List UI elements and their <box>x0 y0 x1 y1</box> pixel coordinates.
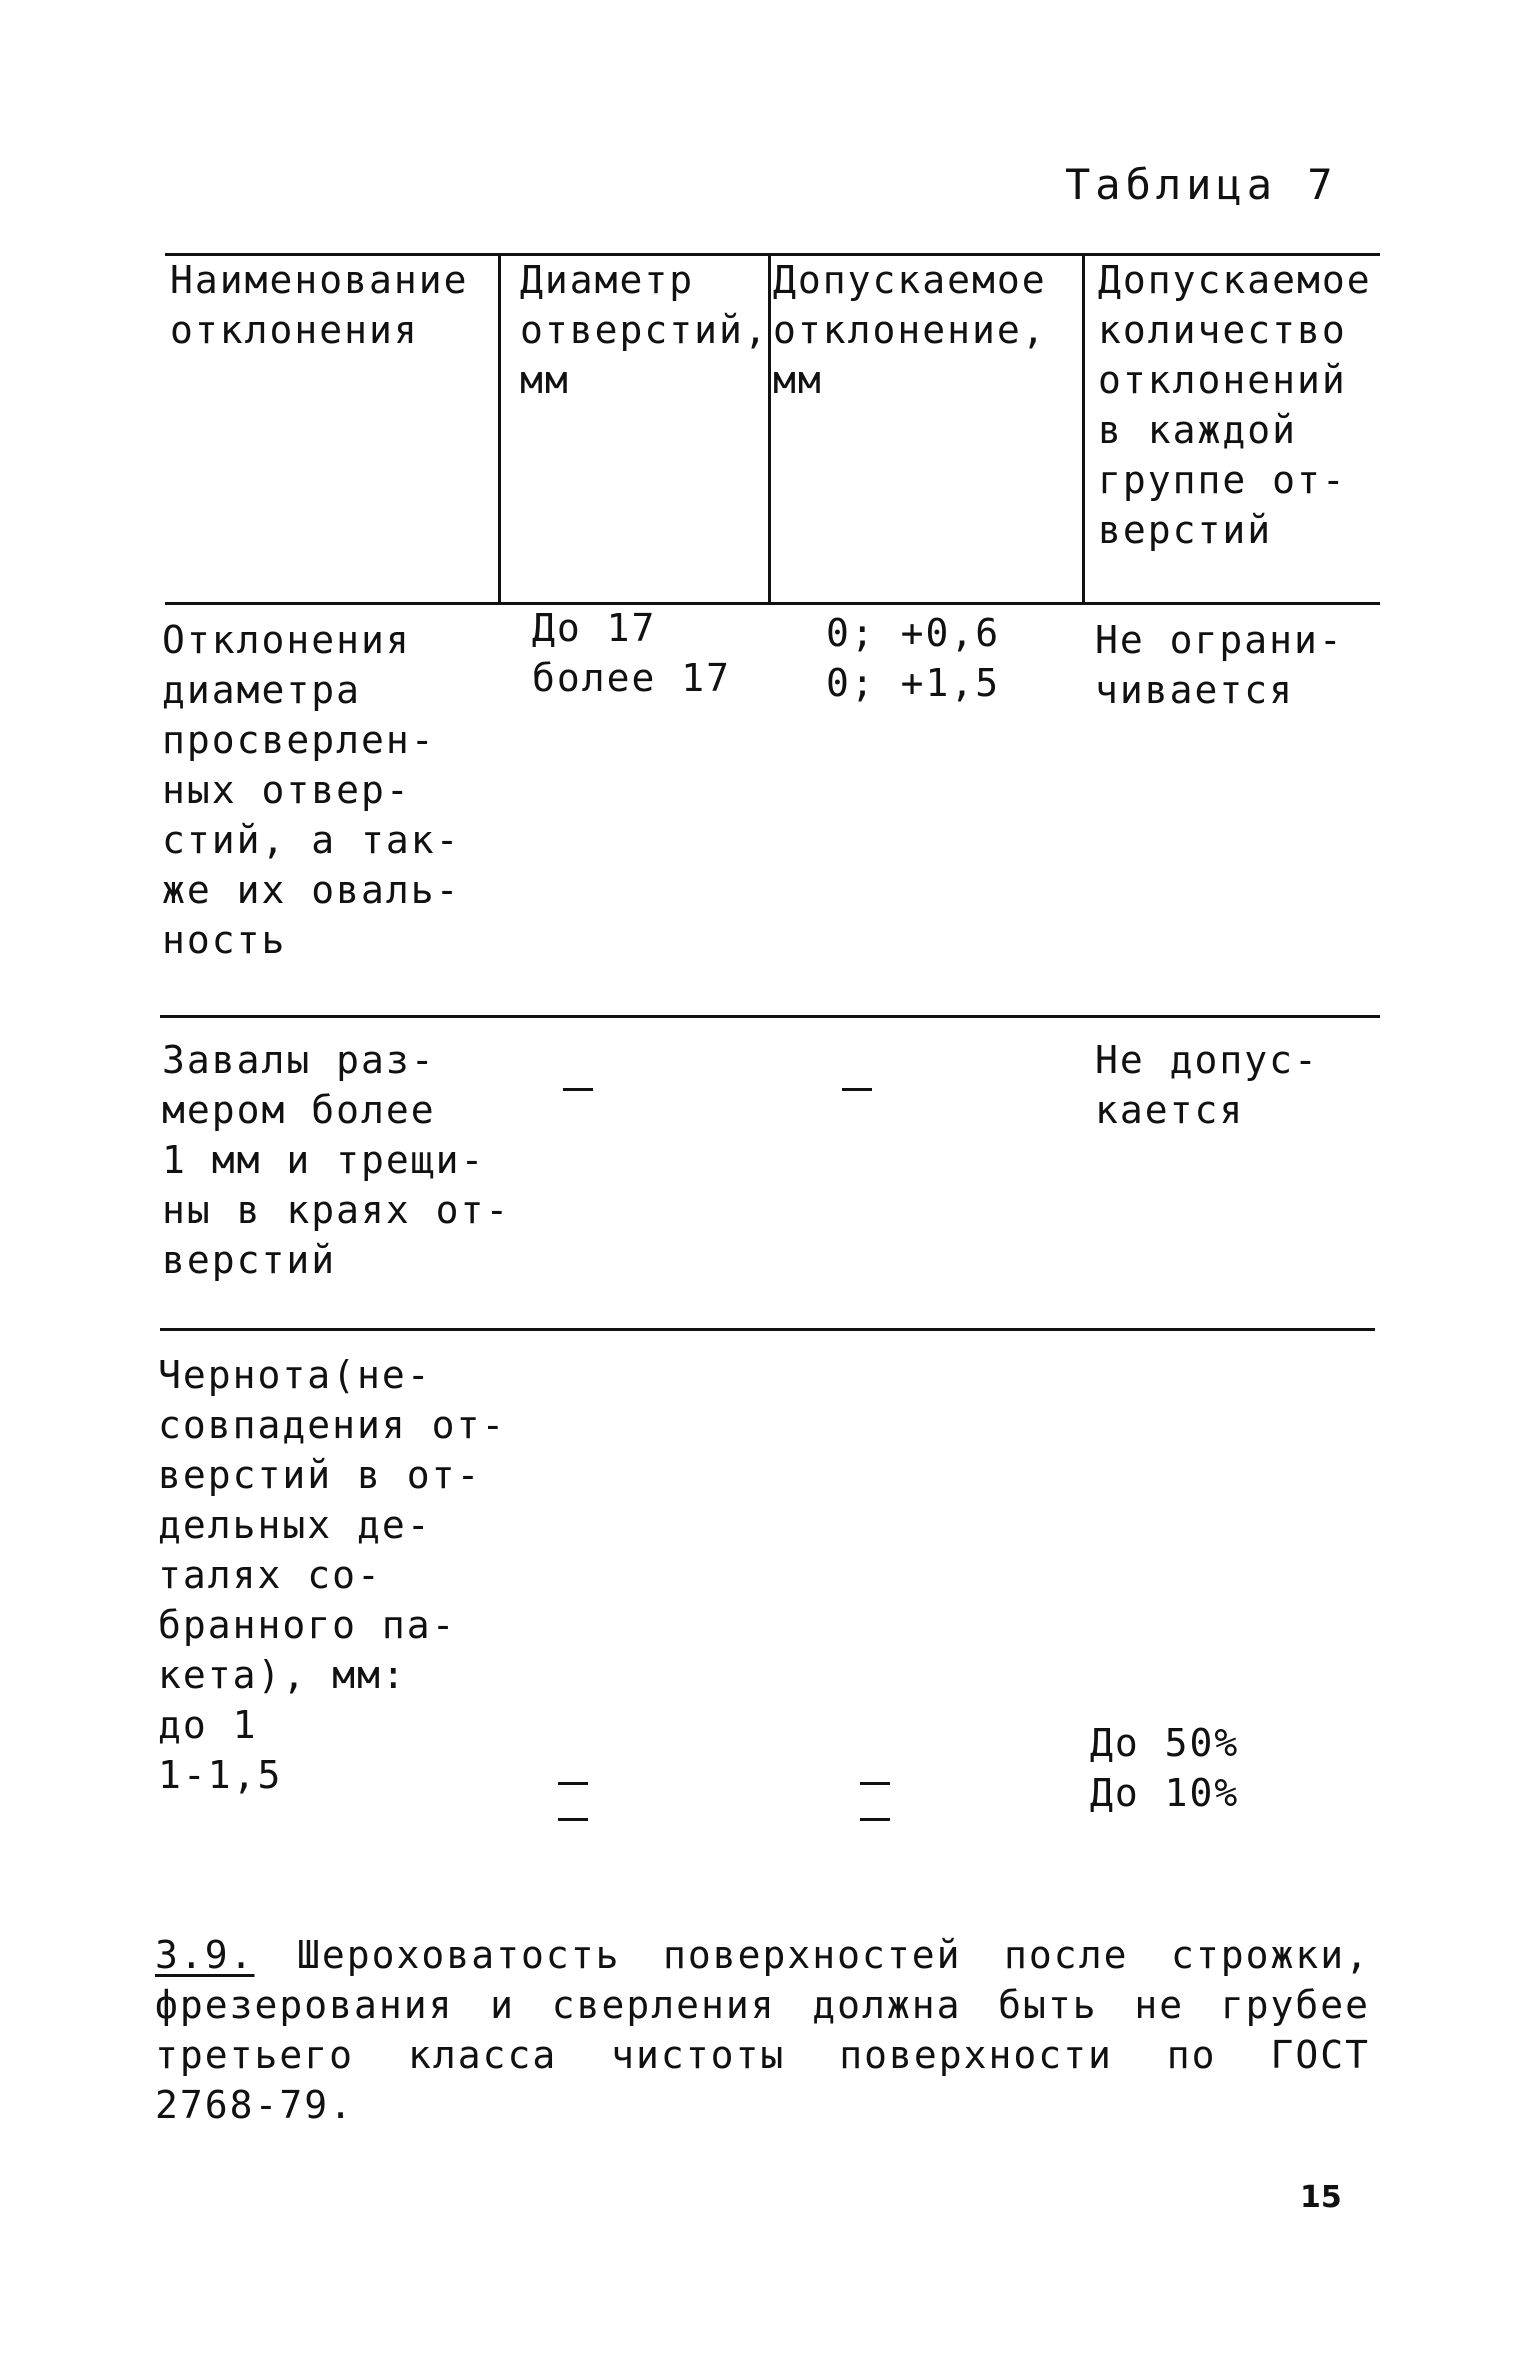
table-title: Таблица 7 <box>1065 160 1338 209</box>
header-allowed-count: Допускаемое количество отклонений в каждой группе от- верстий <box>1098 258 1372 552</box>
row-1-diameter: До 17 более 17 <box>532 606 732 700</box>
section-text: Шероховатость поверхностей после строжки, фрезерования и сверления должна быть не грубее третьего класса чистоты поверхности по ГОСТ 2768-79. <box>155 1933 1370 2127</box>
row-divider-2 <box>160 1328 1375 1331</box>
row-divider-1 <box>160 1015 1380 1018</box>
row-1-name: Отклонения диаметра просверлен- ных отвер- стий, а так- же их оваль- ность <box>162 618 461 962</box>
row-3-tolerance-dash-1 <box>860 1782 890 1785</box>
row-2-name: Завалы раз- мером более 1 мм и трещи- ны в краях от- верстий <box>162 1038 511 1282</box>
header-allowed-deviation: Допускаемое отклонение, мм <box>773 258 1047 402</box>
row-3-name: Чернота(не- совпадения от- верстий в от- дельных де- талях со- бранного па- кета), мм: до 1 1-1,5 <box>158 1353 507 1797</box>
page-number: 15 <box>1300 2180 1342 2215</box>
header-column-divider-1 <box>498 253 501 605</box>
header-deviation-name: Наименование отклонения <box>170 258 469 352</box>
row-3-count: До 50% До 10% <box>1090 1721 1240 1815</box>
header-bottom-rule <box>165 602 1380 605</box>
header-hole-diameter: Диаметр отверстий, мм <box>520 258 769 402</box>
row-1-count: Не ограни- чивается <box>1095 618 1344 712</box>
section-number: 3.9. <box>155 1933 255 1977</box>
section-paragraph <box>155 1930 1370 2130</box>
header-column-divider-3 <box>1082 253 1085 605</box>
row-2-tolerance-dash <box>842 1088 872 1091</box>
row-3-diameter-dash-2 <box>558 1818 588 1821</box>
row-2-count: Не допус- кается <box>1095 1038 1319 1132</box>
row-3-diameter-dash-1 <box>558 1782 588 1785</box>
row-3-tolerance-dash-2 <box>860 1818 890 1821</box>
row-2-diameter-dash <box>563 1088 593 1091</box>
row-1-tolerance: 0; +0,6 0; +1,5 <box>826 611 1001 705</box>
